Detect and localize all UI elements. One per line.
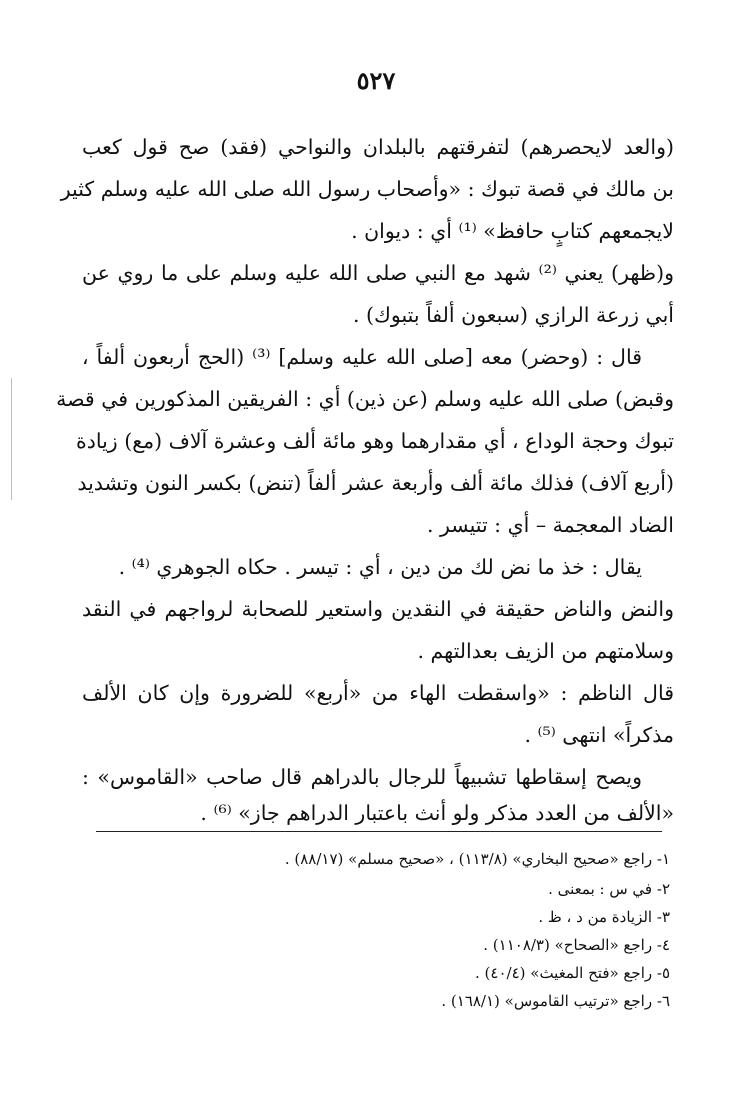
text-line: يقال : خذ ما نض لك من دين ، أي : تيسر . حكاه الجوهري ⁽⁴⁾ . — [118, 555, 642, 579]
text-line: لايجمعهم كتابٍ حافظ» ⁽¹⁾ أي : ديوان . — [351, 219, 674, 243]
text-line: مذكراً» انتهى ⁽⁵⁾ . — [524, 723, 674, 747]
footnote: ٣- الزيادة من د ، ظ . — [538, 908, 670, 926]
text-line: ويصح إسقاطها تشبيهاً للرجال بالدراهم قال صاحب «القاموس» : — [82, 765, 642, 789]
footnote: ١- راجع «صحيح البخاري» (١١٣/٨) ، «صحيح مسلم» (٨٨/١٧) . — [284, 850, 670, 868]
text-line: تبوك وحجة الوداع ، أي مقدارهما وهو مائة ألف وعشرة آلاف (مع) زيادة — [75, 429, 674, 453]
text-line: و(ظهر) يعني ⁽²⁾ شهد مع النبي صلى الله عليه وسلم على ما روي عن — [82, 261, 674, 285]
text-line: (والعد لايحصرهم) لتفرقتهم بالبلدان والنواحي (فقد) صح قول كعب — [82, 135, 674, 159]
text-line: «الألف من العدد مذكر ولو أنث باعتبار الدراهم جاز» ⁽⁶⁾ . — [200, 801, 674, 825]
text-line: قال : (وحضر) معه [صلى الله عليه وسلم] ⁽³⁾ (الحج أربعون ألفاً ، — [82, 345, 643, 369]
footnote: ٤- راجع «الصحاح» (١١٠٨/٣) . — [483, 936, 670, 954]
footnote: ٦- راجع «ترتيب القاموس» (١٦٨/١) . — [441, 992, 670, 1010]
text-line: وسلامتهم من الزيف بعدالتهم . — [417, 639, 674, 663]
text-line: (أربع آلاف) فذلك مائة ألف وأربعة عشر ألفاً (تنض) بكسر النون وتشديد — [77, 471, 674, 495]
footnote: ٢- في س : بمعنى . — [548, 880, 670, 898]
page-number: ٥٢٧ — [356, 66, 396, 95]
text-line: الضاد المعجمة – أي : تتيسر . — [426, 513, 674, 537]
text-line: وقبض) صلى الله عليه وسلم (عن ذين) أي : الفريقين المذكورين في قصة — [56, 387, 674, 411]
text-line: أبي زرعة الرازي (سبعون ألفاً بتبوك) . — [352, 303, 674, 327]
text-line: بن مالك في قصة تبوك : «وأصحاب رسول الله صلى الله عليه وسلم كثير — [60, 177, 674, 201]
text-line: والنض والناض حقيقة في النقدين واستعير للصحابة لرواجهم في النقد — [82, 597, 674, 621]
scan-margin-mark — [11, 378, 12, 500]
footnote: ٥- راجع «فتح المغيث» (٤٠/٤) . — [475, 964, 670, 982]
text-line: قال الناظم : «واسقطت الهاء من «أربع» للضرورة وإن كان الألف — [82, 681, 674, 705]
footnote-divider — [96, 831, 662, 832]
